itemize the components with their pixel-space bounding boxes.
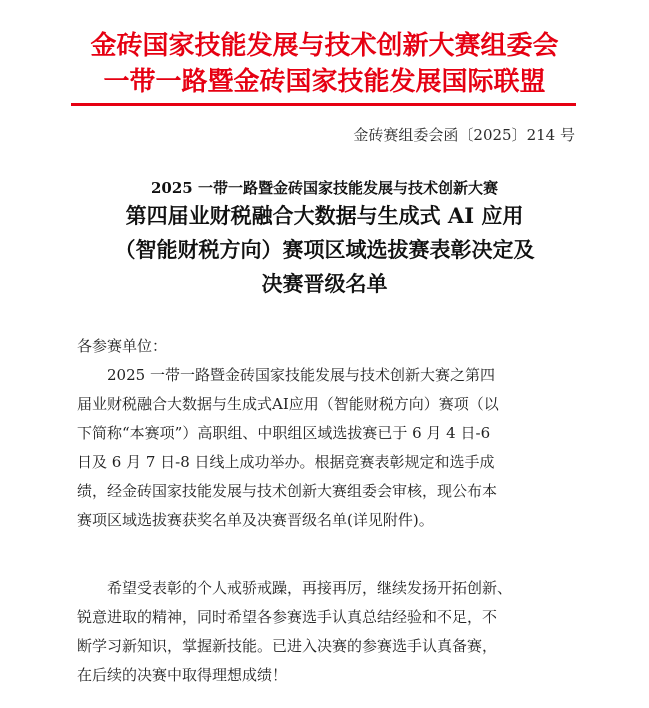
paragraph-announcement: [77, 361, 582, 535]
paragraph-line: 断学习新知识，掌握新技能。已进入决赛的参赛选手认真备赛，: [77, 637, 498, 655]
title-subtitle: 2025 一带一路暨金砖国家技能发展与技术创新大赛: [151, 179, 498, 197]
paragraph-line: 绩，经金砖国家技能发展与技术创新大赛组委会审核，现公布本: [77, 482, 498, 500]
letterhead-org-line-2: 一带一路暨金砖国家技能发展国际联盟: [103, 67, 546, 97]
title-line-1: 第四届业财税融合大数据与生成式 AI 应用: [125, 203, 524, 228]
paragraph-line: 锐意进取的精神，同时希望各参赛选手认真总结经验和不足，不: [77, 608, 498, 626]
title-line-3: 决赛晋级名单: [261, 271, 388, 296]
letterhead-red-rule: [71, 103, 576, 106]
paragraph-line: 下简称“本赛项”）高职组、中职组区域选拔赛已于 6 月 4 日-6: [77, 424, 491, 442]
paragraph-line: 2025 一带一路暨金砖国家技能发展与技术创新大赛之第四: [77, 366, 495, 384]
salutation: [77, 332, 582, 361]
paragraph-encouragement: [77, 574, 582, 690]
paragraph-line: 在后续的决赛中取得理想成绩！: [77, 666, 288, 684]
document-number: 金砖赛组委会函〔2025〕214 号: [353, 126, 575, 144]
paragraph-line: 希望受表彰的个人戒骄戒躁，再接再厉，继续发扬开拓创新、: [77, 579, 513, 597]
letterhead-org-line-1: 金砖国家技能发展与技术创新大赛组委会: [90, 31, 559, 61]
paragraph-line: 赛项区域选拔赛获奖名单及决赛晋级名单(详见附件)。: [77, 511, 434, 529]
paragraph-line: 届业财税融合大数据与生成式AI应用（智能财税方向）赛项（以: [77, 395, 499, 413]
salutation-text: 各参赛单位：: [77, 337, 168, 355]
title-line-2: （智能财税方向）赛项区域选拔赛表彰决定及: [114, 237, 535, 262]
paragraph-line: 日及 6 月 7 日-8 日线上成功举办。根据竞赛表彰规定和选手成: [77, 453, 495, 471]
